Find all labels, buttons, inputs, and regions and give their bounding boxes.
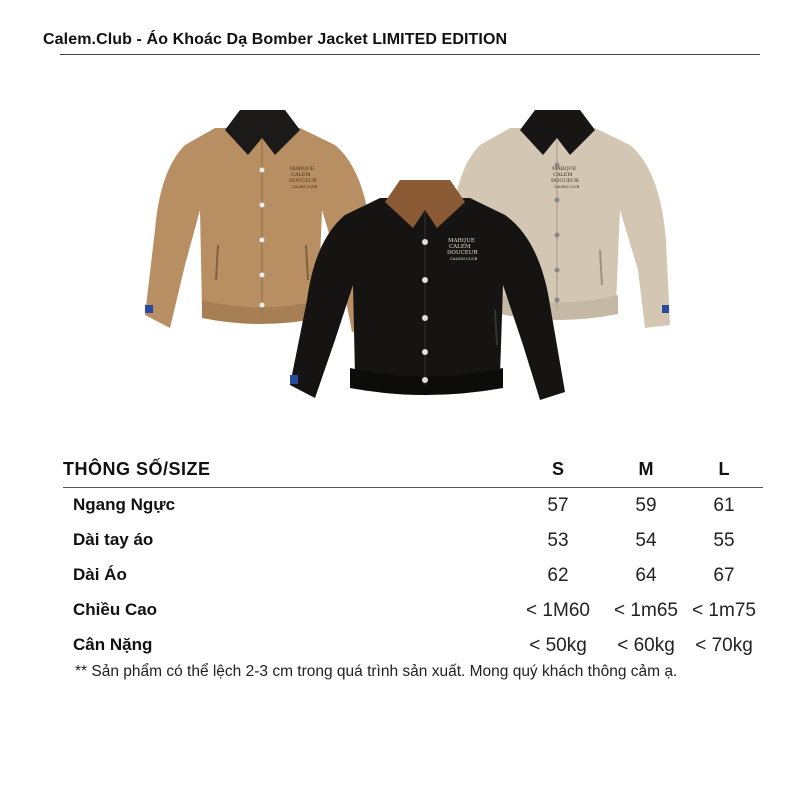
row-label: Dài tay áo (73, 530, 154, 549)
tan-embroidery-line-2: CALEM (291, 172, 311, 178)
black-embroidery-line-2: CALEM (449, 244, 471, 250)
cell-s: < 1M60 (526, 600, 590, 621)
header-divider (60, 54, 760, 55)
cell-l: 67 (713, 565, 735, 586)
beige-embroidery-line-1: MARQUE (552, 166, 577, 172)
cell-l: 61 (713, 495, 735, 516)
tan-embroidery-line-1: MARQUE (290, 166, 315, 172)
page-title: Calem.Club - Áo Khoác Dạ Bomber Jacket LIMITED EDITION (43, 31, 508, 48)
table-row-chest (63, 495, 763, 525)
black-embroidery-line-4: CALEM CLUB (450, 256, 478, 261)
beige-embroidery-line-4: CALEM CLUB (554, 185, 580, 189)
column-header-s: S (551, 459, 564, 479)
row-label: Dài Áo (73, 565, 127, 584)
table-row-length (63, 565, 763, 595)
table-divider (63, 487, 763, 488)
tan-embroidery-line-4: CALEM CLUB (292, 185, 318, 189)
cell-m: < 1m65 (614, 600, 678, 621)
black-embroidery-line-1: MARQUE (448, 238, 475, 244)
beige-embroidery-line-3: DOUCEUR (551, 178, 579, 184)
cell-s: < 50kg (529, 635, 587, 656)
product-photo (140, 100, 680, 410)
size-table-title: THÔNG SỐ/SIZE (63, 459, 211, 479)
cell-l: < 1m75 (692, 600, 756, 621)
production-note: ** Sản phẩm có thể lệch 2-3 cm trong quá trình sản xuất. Mong quý khách thông cảm ạ. (75, 663, 678, 680)
table-row-sleeve (63, 530, 763, 560)
cell-m: 54 (635, 530, 657, 551)
row-label: Ngang Ngực (73, 495, 176, 514)
column-header-l: L (718, 459, 730, 479)
cell-l: 55 (713, 530, 735, 551)
cell-s: 53 (547, 530, 569, 551)
cell-s: 57 (547, 495, 569, 516)
tan-embroidery-line-3: DOUCEUR (289, 178, 317, 184)
beige-embroidery-line-2: CALEM (553, 172, 573, 178)
cell-m: < 60kg (617, 635, 675, 656)
table-row-weight (63, 635, 763, 665)
black-embroidery-line-3: DOUCEUR (447, 250, 478, 256)
row-label: Chiều Cao (73, 600, 158, 619)
table-row-height (63, 600, 763, 630)
black-jacket (285, 180, 570, 405)
cell-l: < 70kg (695, 635, 753, 656)
column-header-m: M (638, 459, 654, 479)
cell-m: 59 (635, 495, 657, 516)
row-label: Cân Nặng (73, 635, 153, 654)
cell-m: 64 (635, 565, 657, 586)
cell-s: 62 (547, 565, 569, 586)
